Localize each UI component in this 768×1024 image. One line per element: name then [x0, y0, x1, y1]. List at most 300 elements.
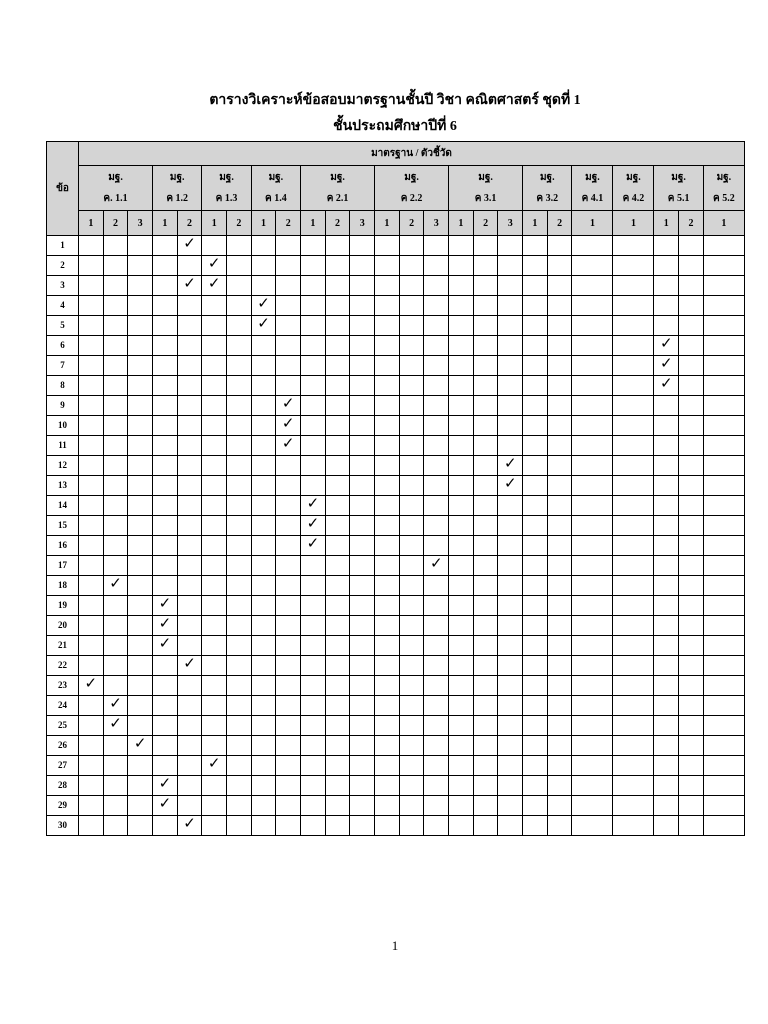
table-cell	[449, 476, 474, 496]
table-cell	[153, 336, 178, 356]
table-row	[47, 636, 745, 656]
indicator-number: 3	[498, 211, 523, 236]
table-cell	[449, 496, 474, 516]
table-cell	[128, 536, 153, 556]
table-cell	[301, 796, 326, 816]
table-cell	[325, 596, 350, 616]
table-cell	[79, 716, 104, 736]
table-cell	[523, 476, 548, 496]
table-cell	[473, 236, 498, 256]
table-cell	[276, 336, 301, 356]
indicator-number: 3	[350, 211, 375, 236]
table-cell	[227, 696, 252, 716]
table-cell	[449, 536, 474, 556]
table-cell	[399, 256, 424, 276]
indicator-number: 3	[424, 211, 449, 236]
table-cell	[399, 796, 424, 816]
table-cell	[375, 756, 400, 776]
table-cell	[613, 296, 654, 316]
table-cell	[202, 436, 227, 456]
table-cell	[227, 816, 252, 836]
table-cell	[703, 416, 744, 436]
table-cell	[251, 356, 276, 376]
table-cell	[128, 416, 153, 436]
table-cell	[523, 256, 548, 276]
standard-code: ค 5.2	[713, 193, 735, 204]
table-row	[47, 456, 745, 476]
table-cell	[276, 636, 301, 656]
indicator-number: 1	[523, 211, 548, 236]
check-mark-icon: ✓	[103, 696, 128, 716]
table-cell	[523, 696, 548, 716]
table-cell	[128, 476, 153, 496]
table-cell	[202, 456, 227, 476]
item-number: 22	[47, 656, 79, 676]
table-cell	[177, 616, 202, 636]
table-cell	[473, 596, 498, 616]
table-cell	[572, 536, 613, 556]
table-cell	[128, 296, 153, 316]
table-cell	[473, 776, 498, 796]
table-cell	[153, 436, 178, 456]
standard-group-header	[572, 166, 613, 211]
item-number: 8	[47, 376, 79, 396]
table-cell	[449, 636, 474, 656]
table-cell	[325, 616, 350, 636]
table-cell	[449, 356, 474, 376]
table-cell	[613, 496, 654, 516]
table-cell	[679, 476, 704, 496]
indicator-number: 1	[703, 211, 744, 236]
table-cell	[449, 396, 474, 416]
table-cell	[177, 756, 202, 776]
table-cell	[103, 536, 128, 556]
table-cell	[103, 296, 128, 316]
table-row	[47, 736, 745, 756]
table-cell	[424, 516, 449, 536]
table-cell	[350, 236, 375, 256]
table-cell	[79, 316, 104, 336]
table-cell	[449, 236, 474, 256]
table-row	[47, 796, 745, 816]
table-cell	[276, 276, 301, 296]
check-mark-icon: ✓	[498, 456, 523, 476]
table-cell	[473, 296, 498, 316]
table-cell	[679, 256, 704, 276]
table-cell	[251, 716, 276, 736]
table-cell	[227, 376, 252, 396]
table-cell	[572, 616, 613, 636]
table-cell	[613, 716, 654, 736]
table-cell	[679, 676, 704, 696]
table-cell	[399, 396, 424, 416]
table-cell	[103, 816, 128, 836]
table-cell	[227, 436, 252, 456]
table-cell	[613, 476, 654, 496]
table-cell	[103, 596, 128, 616]
table-cell	[202, 656, 227, 676]
table-cell	[572, 636, 613, 656]
item-number: 1	[47, 236, 79, 256]
table-cell	[177, 716, 202, 736]
table-cell	[498, 396, 523, 416]
table-cell	[276, 596, 301, 616]
table-cell	[177, 776, 202, 796]
standard-code: ค 3.1	[474, 193, 497, 204]
table-cell	[103, 376, 128, 396]
table-cell	[572, 256, 613, 276]
table-cell	[79, 236, 104, 256]
table-cell	[227, 656, 252, 676]
table-cell	[153, 456, 178, 476]
item-number: 15	[47, 516, 79, 536]
table-cell	[276, 496, 301, 516]
table-cell	[547, 356, 572, 376]
item-number: 5	[47, 316, 79, 336]
table-cell	[703, 736, 744, 756]
table-cell	[679, 496, 704, 516]
table-cell	[276, 556, 301, 576]
indicator-number: 1	[654, 211, 679, 236]
table-cell	[375, 656, 400, 676]
table-cell	[654, 656, 679, 676]
table-cell	[177, 296, 202, 316]
table-cell	[177, 396, 202, 416]
table-cell	[654, 396, 679, 416]
table-cell	[177, 796, 202, 816]
table-cell	[572, 816, 613, 836]
check-mark-icon: ✓	[301, 496, 326, 516]
table-cell	[325, 336, 350, 356]
table-cell	[547, 576, 572, 596]
table-cell	[202, 776, 227, 796]
table-cell	[424, 816, 449, 836]
table-cell	[276, 716, 301, 736]
table-cell	[498, 676, 523, 696]
table-cell	[547, 556, 572, 576]
table-cell	[498, 276, 523, 296]
table-cell	[703, 556, 744, 576]
table-cell	[325, 296, 350, 316]
table-cell	[473, 316, 498, 336]
table-cell	[128, 356, 153, 376]
table-cell	[128, 576, 153, 596]
table-cell	[399, 816, 424, 836]
standard-label: มฐ.	[219, 172, 234, 183]
table-cell	[613, 276, 654, 296]
table-cell	[679, 236, 704, 256]
table-cell	[79, 336, 104, 356]
table-row	[47, 276, 745, 296]
table-cell	[679, 776, 704, 796]
table-cell	[572, 496, 613, 516]
table-cell	[523, 756, 548, 776]
indicator-number: 2	[276, 211, 301, 236]
table-cell	[251, 536, 276, 556]
item-number: 17	[47, 556, 79, 576]
table-cell	[276, 576, 301, 596]
table-cell	[375, 576, 400, 596]
table-cell	[523, 656, 548, 676]
table-cell	[276, 616, 301, 636]
table-cell	[679, 596, 704, 616]
table-cell	[79, 256, 104, 276]
table-cell	[654, 276, 679, 296]
table-cell	[679, 756, 704, 776]
table-cell	[498, 596, 523, 616]
table-cell	[473, 616, 498, 636]
table-cell	[572, 656, 613, 676]
table-cell	[103, 236, 128, 256]
standard-label: มฐ.	[671, 172, 686, 183]
table-row	[47, 596, 745, 616]
table-cell	[654, 736, 679, 756]
item-number: 10	[47, 416, 79, 436]
table-cell	[523, 596, 548, 616]
table-cell	[103, 276, 128, 296]
table-cell	[654, 816, 679, 836]
table-cell	[375, 616, 400, 636]
table-cell	[325, 676, 350, 696]
table-cell	[424, 696, 449, 716]
table-cell	[679, 656, 704, 676]
table-cell	[572, 596, 613, 616]
item-number: 13	[47, 476, 79, 496]
table-cell	[449, 436, 474, 456]
table-cell	[325, 396, 350, 416]
table-cell	[424, 796, 449, 816]
table-cell	[375, 536, 400, 556]
table-cell	[547, 796, 572, 816]
table-cell	[350, 336, 375, 356]
table-cell	[128, 656, 153, 676]
table-cell	[227, 676, 252, 696]
table-row	[47, 416, 745, 436]
table-cell	[153, 256, 178, 276]
table-cell	[301, 736, 326, 756]
check-mark-icon: ✓	[128, 736, 153, 756]
table-cell	[613, 656, 654, 676]
table-cell	[350, 716, 375, 736]
table-cell	[79, 416, 104, 436]
table-cell	[654, 516, 679, 536]
table-cell	[153, 396, 178, 416]
table-cell	[128, 456, 153, 476]
table-cell	[613, 536, 654, 556]
table-cell	[572, 236, 613, 256]
table-cell	[177, 576, 202, 596]
table-cell	[227, 496, 252, 516]
table-cell	[654, 236, 679, 256]
table-cell	[325, 556, 350, 576]
table-cell	[523, 816, 548, 836]
table-cell	[251, 276, 276, 296]
table-cell	[251, 336, 276, 356]
indicator-number: 2	[399, 211, 424, 236]
table-cell	[424, 256, 449, 276]
table-cell	[350, 476, 375, 496]
table-cell	[613, 256, 654, 276]
table-cell	[613, 316, 654, 336]
item-number: 24	[47, 696, 79, 716]
table-cell	[547, 516, 572, 536]
table-cell	[399, 616, 424, 636]
table-cell	[301, 276, 326, 296]
table-cell	[276, 476, 301, 496]
table-cell	[375, 456, 400, 476]
table-cell	[350, 596, 375, 616]
table-cell	[227, 796, 252, 816]
table-cell	[103, 496, 128, 516]
table-cell	[79, 596, 104, 616]
table-cell	[301, 416, 326, 436]
table-cell	[227, 236, 252, 256]
table-cell	[498, 656, 523, 676]
table-cell	[202, 356, 227, 376]
standard-group-header	[202, 166, 251, 211]
table-cell	[572, 356, 613, 376]
table-cell	[523, 576, 548, 596]
table-row	[47, 356, 745, 376]
table-cell	[654, 596, 679, 616]
check-mark-icon: ✓	[153, 596, 178, 616]
table-cell	[227, 756, 252, 776]
standard-group-header	[613, 166, 654, 211]
table-cell	[375, 356, 400, 376]
table-cell	[350, 556, 375, 576]
table-cell	[375, 296, 400, 316]
table-cell	[153, 416, 178, 436]
check-mark-icon: ✓	[276, 416, 301, 436]
table-cell	[613, 436, 654, 456]
table-cell	[251, 376, 276, 396]
table-cell	[103, 456, 128, 476]
table-cell	[301, 636, 326, 656]
table-cell	[251, 456, 276, 476]
standard-code: ค 2.1	[326, 193, 349, 204]
indicator-number: 2	[103, 211, 128, 236]
table-row	[47, 696, 745, 716]
table-cell	[523, 336, 548, 356]
table-cell	[128, 636, 153, 656]
table-cell	[375, 436, 400, 456]
table-cell	[375, 676, 400, 696]
table-cell	[523, 236, 548, 256]
table-cell	[301, 256, 326, 276]
check-mark-icon: ✓	[251, 316, 276, 336]
table-cell	[202, 336, 227, 356]
table-cell	[350, 456, 375, 476]
table-cell	[153, 496, 178, 516]
table-cell	[301, 756, 326, 776]
table-cell	[103, 796, 128, 816]
table-cell	[613, 376, 654, 396]
table-cell	[473, 436, 498, 456]
table-cell	[153, 516, 178, 536]
table-cell	[325, 476, 350, 496]
table-cell	[202, 796, 227, 816]
table-cell	[177, 736, 202, 756]
table-cell	[613, 676, 654, 696]
table-cell	[523, 776, 548, 796]
table-cell	[424, 496, 449, 516]
page-title: ตารางวิเคราะห์ข้อสอบมาตรฐานชั้นปี วิชา คณิตศาสตร์ ชุดที่ 1	[209, 93, 581, 108]
table-cell	[202, 416, 227, 436]
table-cell	[301, 556, 326, 576]
table-cell	[473, 736, 498, 756]
table-cell	[703, 476, 744, 496]
standard-group-header	[703, 166, 744, 211]
table-row	[47, 756, 745, 776]
table-cell	[375, 396, 400, 416]
table-cell	[128, 516, 153, 536]
table-cell	[703, 316, 744, 336]
table-cell	[424, 536, 449, 556]
check-mark-icon: ✓	[202, 276, 227, 296]
table-cell	[375, 496, 400, 516]
table-cell	[177, 596, 202, 616]
table-cell	[703, 676, 744, 696]
table-cell	[79, 456, 104, 476]
table-cell	[523, 276, 548, 296]
table-cell	[703, 396, 744, 416]
standard-label: มฐ.	[626, 172, 641, 183]
table-cell	[276, 536, 301, 556]
table-cell	[251, 476, 276, 496]
table-cell	[202, 696, 227, 716]
table-cell	[449, 796, 474, 816]
table-cell	[572, 696, 613, 716]
table-cell	[325, 516, 350, 536]
table-cell	[654, 796, 679, 816]
table-cell	[350, 416, 375, 436]
table-cell	[449, 276, 474, 296]
table-cell	[703, 436, 744, 456]
table-cell	[251, 736, 276, 756]
table-cell	[350, 756, 375, 776]
table-cell	[227, 536, 252, 556]
table-row	[47, 516, 745, 536]
item-number: 16	[47, 536, 79, 556]
table-cell	[654, 416, 679, 436]
table-cell	[449, 576, 474, 596]
table-cell	[177, 316, 202, 336]
table-row	[47, 656, 745, 676]
item-number: 19	[47, 596, 79, 616]
table-cell	[350, 576, 375, 596]
table-row	[47, 436, 745, 456]
table-cell	[375, 236, 400, 256]
table-cell	[202, 816, 227, 836]
table-cell	[449, 556, 474, 576]
table-cell	[251, 776, 276, 796]
table-cell	[325, 696, 350, 716]
table-cell	[325, 316, 350, 336]
table-cell	[227, 396, 252, 416]
standard-group-header	[301, 166, 375, 211]
table-cell	[473, 336, 498, 356]
table-cell	[399, 676, 424, 696]
standard-label: มฐ.	[716, 172, 732, 183]
table-cell	[153, 536, 178, 556]
standard-label: มฐ.	[108, 172, 123, 183]
table-cell	[350, 616, 375, 636]
table-cell	[473, 636, 498, 656]
table-cell	[424, 436, 449, 456]
table-cell	[276, 796, 301, 816]
table-cell	[572, 416, 613, 436]
table-cell	[498, 736, 523, 756]
